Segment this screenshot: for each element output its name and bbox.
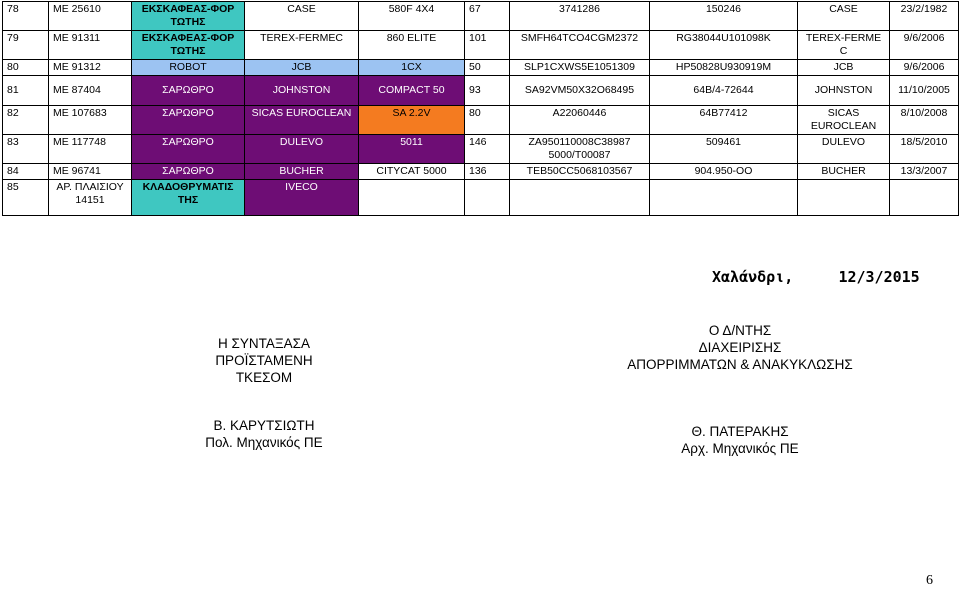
row-number: 79: [3, 31, 49, 60]
manufacturer: TEREX-FERME C: [798, 31, 890, 60]
role-line: ΤΚΕΣΟΜ: [235, 370, 293, 385]
model: 5011: [359, 135, 465, 164]
manufacturer: JCB: [798, 60, 890, 76]
table-row: [3, 31, 959, 60]
left-signature-name: [184, 417, 344, 451]
right-signature-name: [640, 423, 840, 457]
row-number: 83: [3, 135, 49, 164]
registration-date: 8/10/2008: [890, 106, 959, 135]
engine-number: 3741286: [510, 2, 650, 31]
manufacturer: CASE: [798, 2, 890, 31]
engine-number: ZA950110008C38987 5000/T00087: [510, 135, 650, 164]
vehicle-type: ΣΑΡΩΘΡΟ: [132, 76, 245, 106]
plate: ΜΕ 25610: [49, 2, 132, 31]
registration-date: [890, 180, 959, 216]
vehicle-type: ΣΑΡΩΘΡΟ: [132, 135, 245, 164]
registration-date: 9/6/2006: [890, 60, 959, 76]
vehicle-type: ΕΚΣΚΑΦΕΑΣ-ΦΟΡ ΤΩΤΗΣ: [132, 31, 245, 60]
plate: ΜΕ 107683: [49, 106, 132, 135]
right-signature-role: [600, 322, 880, 373]
plate: ΜΕ 91311: [49, 31, 132, 60]
registration-date: 13/3/2007: [890, 164, 959, 180]
place-date-line: [712, 268, 920, 286]
manufacturer: BUCHER: [798, 164, 890, 180]
table-row: [3, 180, 959, 216]
vehicle-table: [2, 1, 959, 216]
vehicle-type: ΣΑΡΩΘΡΟ: [132, 106, 245, 135]
signer-title: Αρχ. Μηχανικός ΠΕ: [681, 441, 799, 456]
model: SA 2.2V: [359, 106, 465, 135]
row-number: 81: [3, 76, 49, 106]
engine-number: [510, 180, 650, 216]
engine-number: SA92VM50X32O68495: [510, 76, 650, 106]
registration-date: 11/10/2005: [890, 76, 959, 106]
model: COMPACT 50: [359, 76, 465, 106]
signer-name: Β. ΚΑΡΥΤΣΙΩΤΗ: [213, 418, 315, 433]
registration-date: 9/6/2006: [890, 31, 959, 60]
table-row: [3, 135, 959, 164]
chassis-number: 904.950-OO: [650, 164, 798, 180]
vehicle-type: ΣΑΡΩΘΡΟ: [132, 164, 245, 180]
make: DULEVO: [245, 135, 359, 164]
page-number: 6: [926, 573, 933, 588]
vehicle-type: ROBOT: [132, 60, 245, 76]
table-row: [3, 60, 959, 76]
plate: ΜΕ 91312: [49, 60, 132, 76]
make: IVECO: [245, 180, 359, 216]
make: BUCHER: [245, 164, 359, 180]
row-number: 84: [3, 164, 49, 180]
chassis-number: 64B/4-72644: [650, 76, 798, 106]
role-line: Η ΣΥΝΤΑΞΑΣΑ: [218, 336, 310, 351]
model: 860 ELITE: [359, 31, 465, 60]
power: 93: [465, 76, 510, 106]
plate: ΑΡ. ΠΛΑΙΣΙΟΥ 14151: [49, 180, 132, 216]
role-line: ΠΡΟΪΣΤΑΜΕΝΗ: [215, 353, 313, 368]
row-number: 80: [3, 60, 49, 76]
row-number: 78: [3, 2, 49, 31]
engine-number: SMFH64TCO4CGM2372: [510, 31, 650, 60]
plate: ΜΕ 117748: [49, 135, 132, 164]
registration-date: 18/5/2010: [890, 135, 959, 164]
manufacturer: [798, 180, 890, 216]
chassis-number: [650, 180, 798, 216]
role-line: ΑΠΟΡΡΙΜΜΑΤΩΝ & ΑΝΑΚΥΚΛΩΣΗΣ: [627, 357, 853, 372]
manufacturer: JOHNSTON: [798, 76, 890, 106]
signer-title: Πολ. Μηχανικός ΠΕ: [205, 435, 323, 450]
table-row: [3, 106, 959, 135]
place: Χαλάνδρι,: [712, 268, 794, 286]
engine-number: TEB50CC5068103567: [510, 164, 650, 180]
row-number: 82: [3, 106, 49, 135]
power: 80: [465, 106, 510, 135]
chassis-number: HP50828U930919M: [650, 60, 798, 76]
make: TEREX-FERMEC: [245, 31, 359, 60]
chassis-number: 509461: [650, 135, 798, 164]
manufacturer: DULEVO: [798, 135, 890, 164]
make: SICAS EUROCLEAN: [245, 106, 359, 135]
vehicle-type: ΚΛΑΔΟΘΡΥΜΑΤΙΣ ΤΗΣ: [132, 180, 245, 216]
chassis-number: 64B77412: [650, 106, 798, 135]
make: JOHNSTON: [245, 76, 359, 106]
table-row: [3, 76, 959, 106]
model: [359, 180, 465, 216]
engine-number: SLP1CXWS5E1051309: [510, 60, 650, 76]
date: 12/3/2015: [838, 268, 920, 286]
power: 101: [465, 31, 510, 60]
power: [465, 180, 510, 216]
engine-number: A22060446: [510, 106, 650, 135]
role-line: ΔΙΑΧΕΙΡΙΣΗΣ: [698, 340, 782, 355]
make: CASE: [245, 2, 359, 31]
model: 580F 4X4: [359, 2, 465, 31]
table-row: [3, 164, 959, 180]
model: CITYCAT 5000: [359, 164, 465, 180]
manufacturer: SICAS EUROCLEAN: [798, 106, 890, 135]
power: 146: [465, 135, 510, 164]
make: JCB: [245, 60, 359, 76]
table-row: [3, 2, 959, 31]
row-number: 85: [3, 180, 49, 216]
left-signature-role: [184, 335, 344, 386]
power: 136: [465, 164, 510, 180]
plate: ΜΕ 87404: [49, 76, 132, 106]
model: 1CX: [359, 60, 465, 76]
power: 67: [465, 2, 510, 31]
signer-name: Θ. ΠΑΤΕΡΑΚΗΣ: [691, 424, 789, 439]
chassis-number: RG38044U101098K: [650, 31, 798, 60]
role-line: Ο Δ/ΝΤΗΣ: [708, 323, 772, 338]
power: 50: [465, 60, 510, 76]
chassis-number: 150246: [650, 2, 798, 31]
vehicle-type: ΕΚΣΚΑΦΕΑΣ-ΦΟΡ ΤΩΤΗΣ: [132, 2, 245, 31]
plate: ΜΕ 96741: [49, 164, 132, 180]
registration-date: 23/2/1982: [890, 2, 959, 31]
